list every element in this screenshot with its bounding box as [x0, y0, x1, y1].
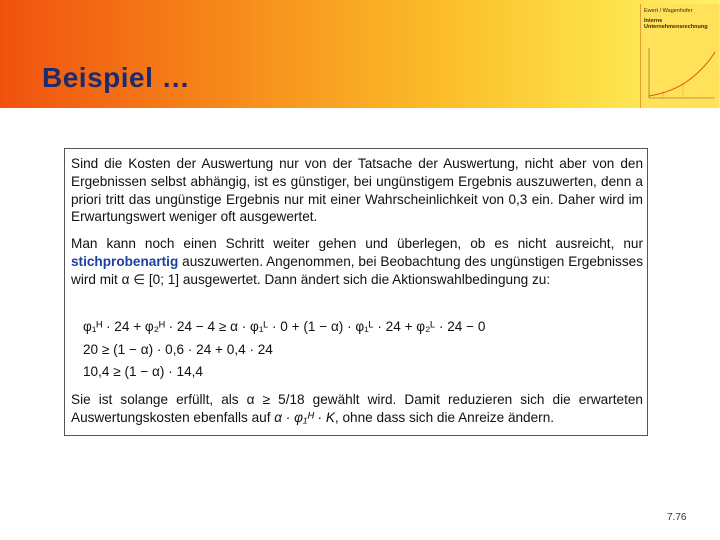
paragraph-3 [71, 391, 643, 427]
page-number: 7.76 [667, 512, 687, 523]
slide-title: Beispiel … [42, 62, 191, 93]
paragraph-2-text-a: Man kann noch einen Schritt weiter gehen und überlegen, ob es nicht ausreicht, nur [71, 236, 643, 251]
equation-1: φ₁ᴴ · 24 + φ₂ᴴ · 24 − 4 ≥ α · φ₁ᴸ · 0 + (1 − α) · φ₁ᴸ · 24 + φ₂ᴸ · 24 − 0 [83, 319, 486, 334]
book-cover-graph [643, 44, 717, 104]
paragraph-3-text-b: , ohne dass sich die Anreize ändern. [334, 409, 555, 425]
paragraph-2 [71, 235, 643, 288]
book-cover-thumbnail [640, 4, 719, 108]
keyword-stichprobenartig: stichprobenartig [71, 253, 179, 269]
paragraph-1: Sind die Kosten der Auswertung nur von der Tatsache der Auswertung, nicht aber von den Ergebnissen selbst abhängig, ist es günstiger, bei ungünstigem Ergebnis auszuwerten, denn a priori tritt das ungünstige Ergebnis nur mit einer Wahrscheinlichkeit von 0,3 ein. Daher wird im Erwartungswert weniger oft ausgewertet. [71, 156, 643, 225]
inline-formula: α · φ₁ᴴ · K [274, 409, 335, 425]
book-title-line1: Interne [644, 18, 663, 24]
equation-2: 20 ≥ (1 − α) · 0,6 · 24 + 0,4 · 24 [83, 342, 273, 357]
book-title-line2: Unternehmensrechnung [644, 24, 708, 30]
paragraph-2-text-b: auszuwerten. Angenommen, bei Beobachtung des ungünstigen Ergebnisses wird mit α ∈ [0; 1] ausgewertet. Dann ändert sich die Aktionswahlbedingung zu: [71, 253, 643, 287]
book-author: Ewert / Wagenhofer [644, 8, 693, 14]
content-box [64, 148, 648, 436]
paragraph-3-text-a: Sie ist solange erfüllt, als α ≥ 5/18 gewählt wird. Damit reduzieren sich die erwarteten Auswertungskosten ebenfalls auf [71, 392, 643, 425]
equation-3: 10,4 ≥ (1 − α) · 14,4 [83, 364, 203, 379]
